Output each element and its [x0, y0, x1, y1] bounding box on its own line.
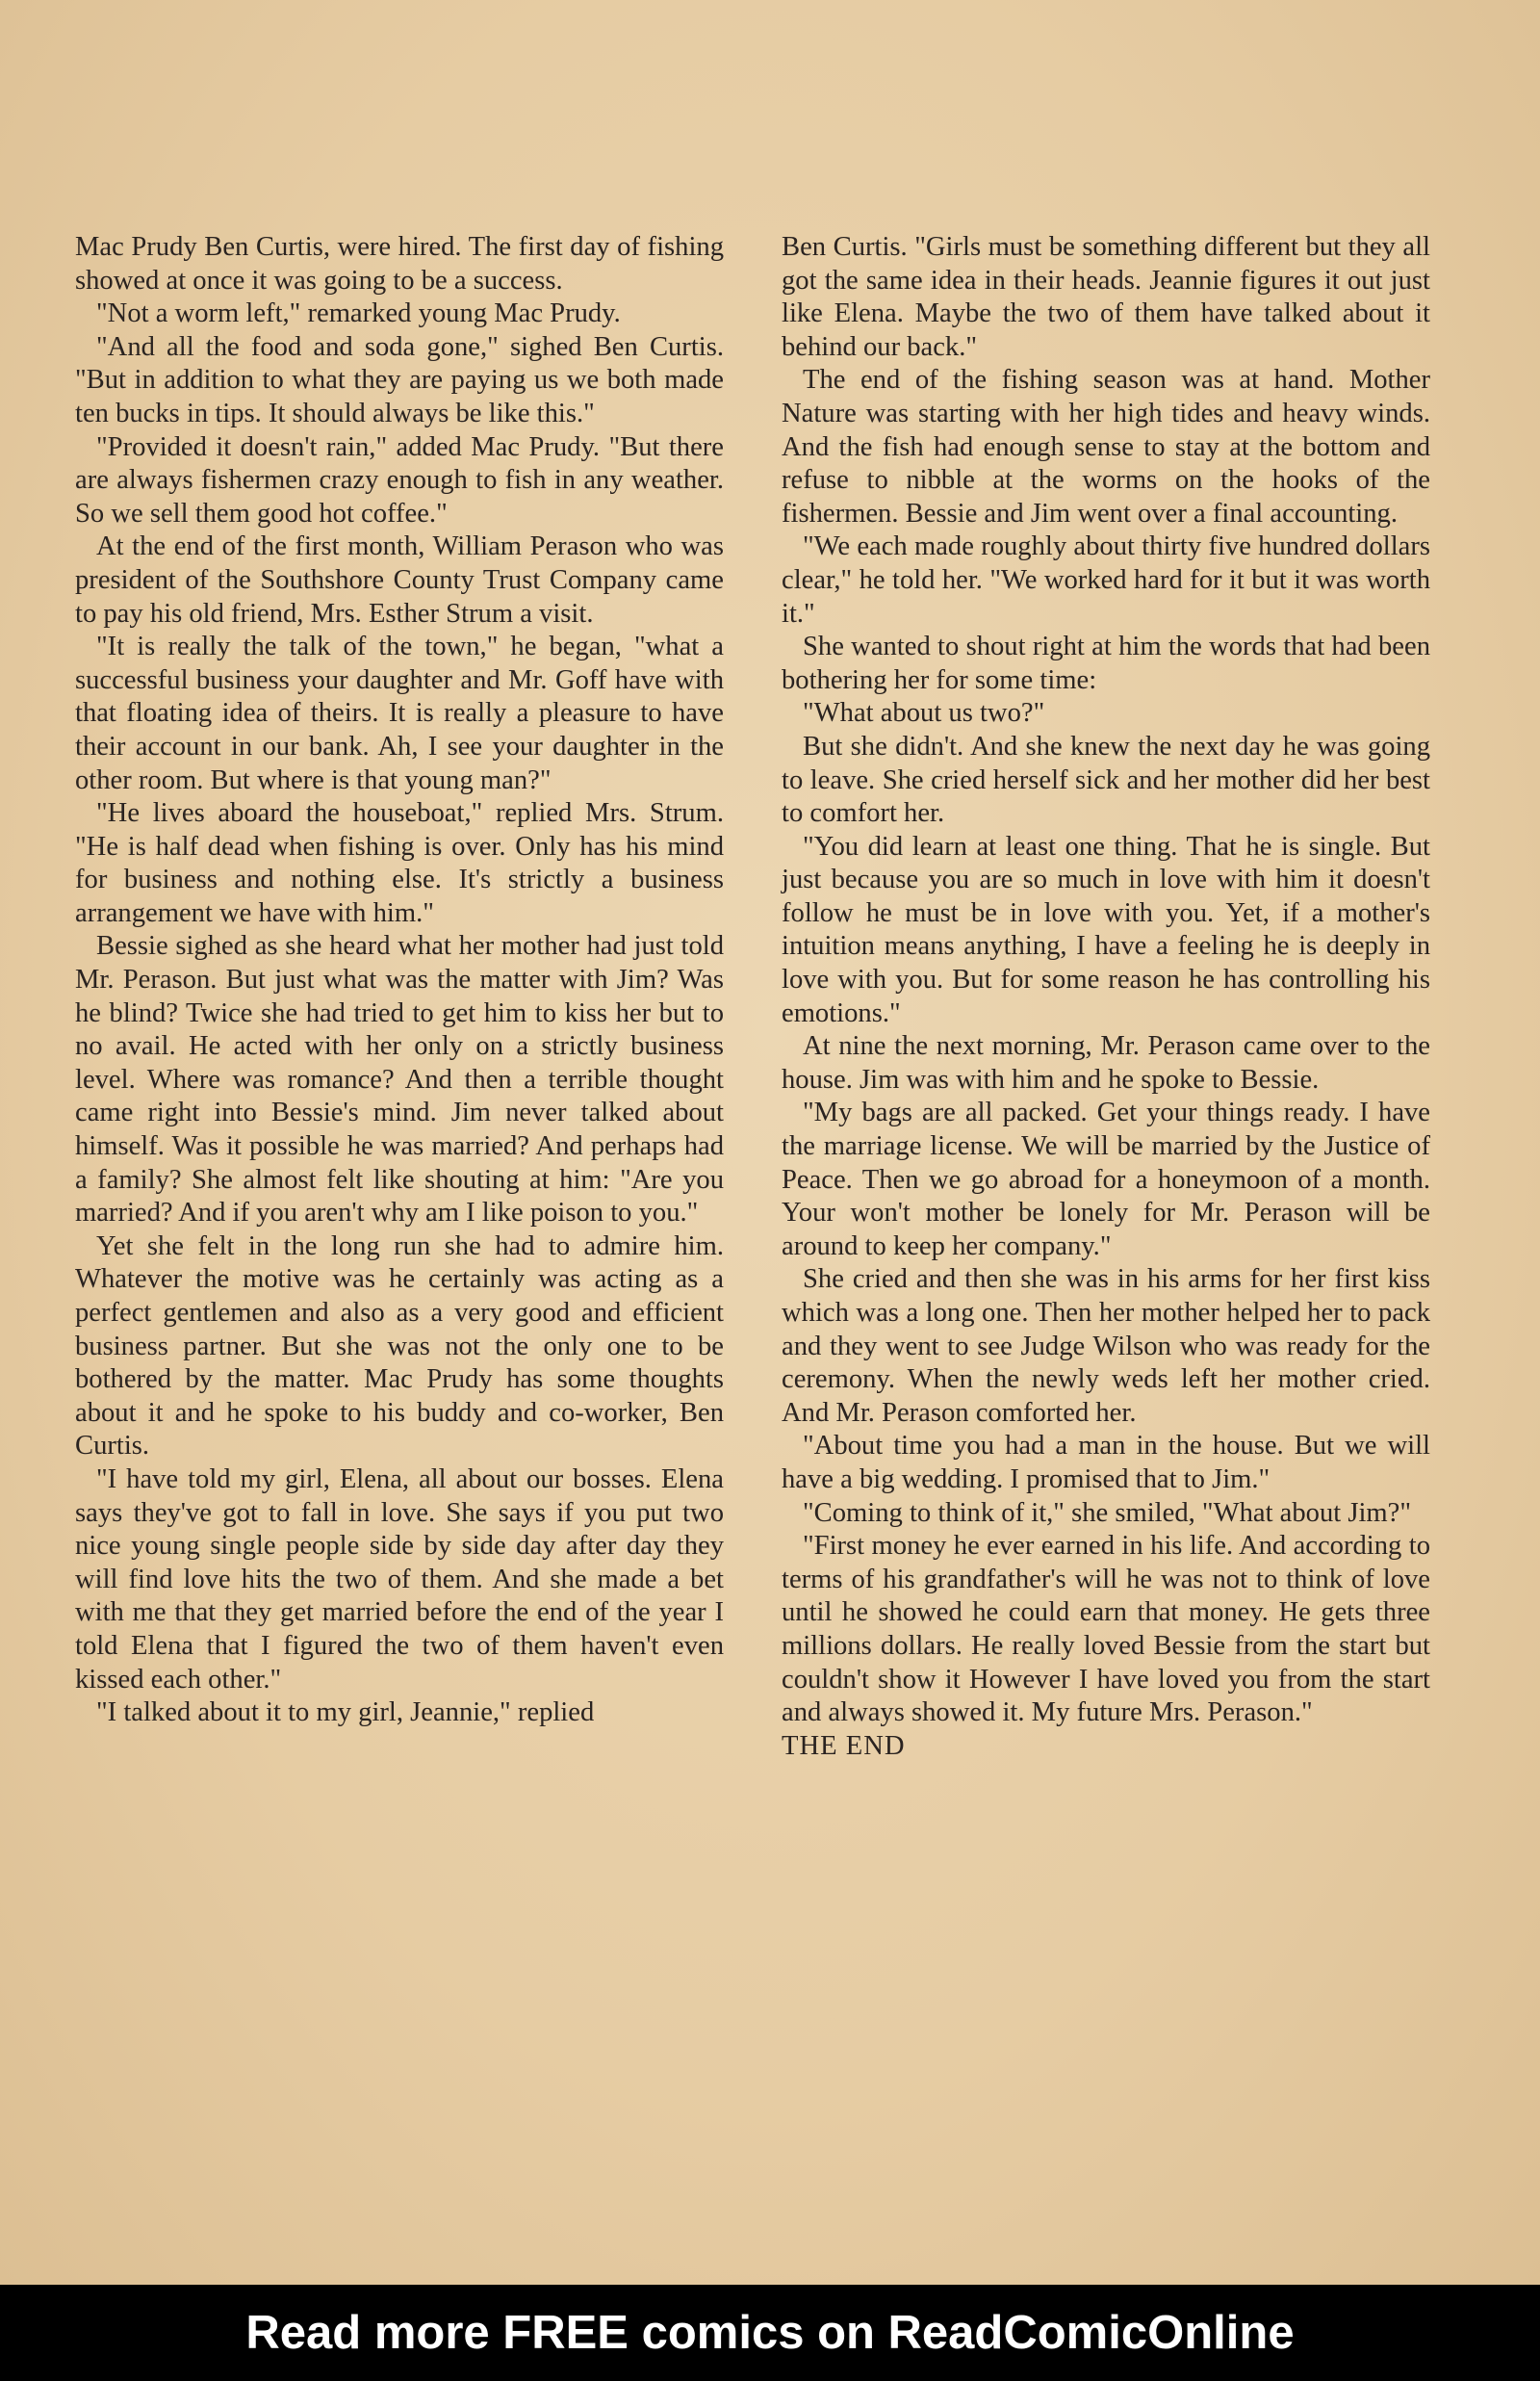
paragraph: "It is really the talk of the town," he began, "what a successful business your daughter and Mr. Goff have with that floating idea of theirs. It is really a pleasure to have their account in our bank. Ah, I see your daughter in the other room. But where is that young man?": [75, 632, 724, 795]
paragraph: "He lives aboard the houseboat," replied Mrs. Strum. "He is half dead when fishing is over. Only has his mind for business and nothing else. It's strictly a business arrangement we have with him.": [75, 798, 724, 928]
paragraph: But she didn't. And she knew the next day he was going to leave. She cried herself sick and her mother did her best to comfort her.: [782, 731, 1430, 829]
end-label: THE END: [782, 1730, 906, 1761]
paragraph: The end of the fishing season was at hand. Mother Nature was starting with her high tides and heavy winds. And the fish had enough sense to stay at the bottom and refuse to nibble at the worms on the hooks of the fishermen. Bessie and Jim went over a final accounting.: [782, 365, 1430, 529]
paragraph: "Provided it doesn't rain," added Mac Prudy. "But there are always fishermen crazy enough to fish in any weather. So we sell them good hot coffee.": [75, 431, 724, 529]
paragraph: "And all the food and soda gone," sighed Ben Curtis. "But in addition to what they are paying us we both made ten bucks in tips. It should always be like this.": [75, 331, 724, 428]
readcomiconline-banner[interactable]: [0, 2285, 1540, 2381]
paragraph: "We each made roughly about thirty five hundred dollars clear," he told her. "We worked hard for it but it was worth it.": [782, 531, 1430, 629]
paragraph: Bessie sighed as she heard what her mother had just told Mr. Perason. But just what was the matter with Jim? Was he blind? Twice she had tried to get him to kiss her but to no avail. He acted with her only on a strictly business level. Where was romance? And then a terrible thought came right into Bessie's mind. Jim never talked about himself. Was it possible he was married? And perhaps had a family? She almost felt like shouting at him: "Are you married? And if you aren't why am I like poison to you.": [75, 931, 724, 1229]
right-text-column: [782, 231, 1430, 1763]
paragraph: "What about us two?": [803, 698, 1045, 729]
paragraph: "I talked about it to my girl, Jeannie," replied: [96, 1697, 595, 1728]
left-text-column: [75, 231, 724, 1730]
paragraph: Yet she felt in the long run she had to admire him. Whatever the motive was he certainly was acting as a perfect gentlemen and also as a very good and efficient business partner. But she was not the only one to be bothered by the matter. Mac Prudy has some thoughts about it and he spoke to his buddy and co-worker, Ben Curtis.: [75, 1230, 724, 1462]
paragraph: "You did learn at least one thing. That he is single. But just because you are so much in love with him it doesn't follow he must be in love with you. Yet, if a mother's intuition means anything, I have a feeling he is deeply in love with you. But for some reason he has controlling his emotions.": [782, 831, 1430, 1028]
paragraph: "My bags are all packed. Get your things ready. I have the marriage license. We will be married by the Justice of Peace. Then we go abroad for a honeymoon of a month. Your won't mother be lonely for Mr. Perason will be around to keep her company.": [782, 1098, 1430, 1261]
paragraph: "About time you had a man in the house. But we will have a big wedding. I promised that to Jim.": [782, 1431, 1430, 1494]
paragraph: She cried and then she was in his arms for her first kiss which was a long one. Then her mother helped her to pack and they went to see Judge Wilson who was ready for the ceremony. When the newly weds left her mother cried. And Mr. Perason comforted her.: [782, 1264, 1430, 1428]
paragraph: At the end of the first month, William Perason who was president of the Southshore County Trust Company came to pay his old friend, Mrs. Esther Strum a visit.: [75, 531, 724, 629]
paragraph: "Not a worm left," remarked young Mac Prudy.: [96, 298, 621, 329]
paragraph: "First money he ever earned in his life. And according to terms of his grandfather's will he was not to think of love until he showed he could earn that money. He gets three millions dollars. He really loved Bessie from the start but couldn't show it However I have loved you from the start and always showed it. My future Mrs. Perason.": [782, 1531, 1430, 1728]
paragraph: Ben Curtis. "Girls must be something different but they all got the same idea in their heads. Jeannie figures it out just like Elena. Maybe the two of them have talked about it behind our back.": [782, 232, 1430, 362]
banner-text: Read more FREE comics on ReadComicOnline: [245, 2307, 1295, 2359]
paragraph: Mac Prudy Ben Curtis, were hired. The first day of fishing showed at once it was going to be a success.: [75, 232, 724, 296]
paragraph: "Coming to think of it," she smiled, "What about Jim?": [803, 1497, 1412, 1528]
paragraph: "I have told my girl, Elena, all about our bosses. Elena says they've got to fall in love. She says if you put two nice young single people side by side day after day they will find love hits the two of them. And she made a bet with me that they get married before the end of the year I told Elena that I figured the two of them haven't even kissed each other.": [75, 1463, 724, 1695]
paragraph: She wanted to shout right at him the words that had been bothering her for some time:: [782, 632, 1430, 695]
paragraph: At nine the next morning, Mr. Perason came over to the house. Jim was with him and he spoke to Bessie.: [782, 1031, 1430, 1095]
